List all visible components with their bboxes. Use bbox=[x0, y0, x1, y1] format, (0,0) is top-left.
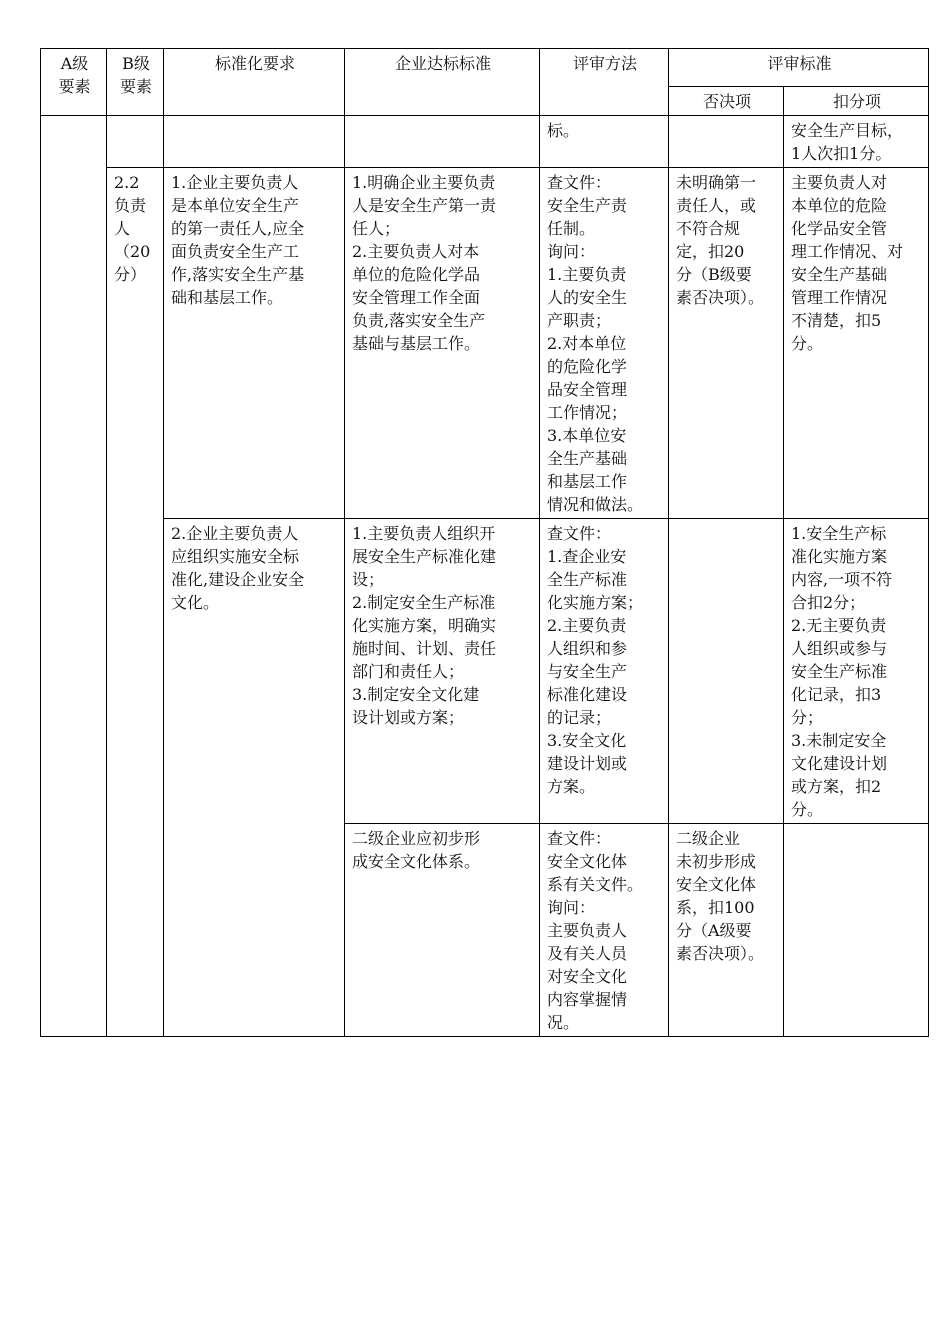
header-deduction: 扣分项 bbox=[784, 87, 929, 116]
table-row bbox=[41, 168, 929, 519]
requirement-cell: 1.企业主要负责人 是本单位安全生产 的第一责任人,应全 面负责安全生产工 作,落实安全生产基 础和基层工作。 bbox=[164, 168, 345, 519]
method-cell: 查文件： 安全生产责 任制。 询问： 1.主要负责 人的安全生 产职责； 2.对本单位 的危险化学 品安全管理 工作情况； 3.本单位安 全生产基础 和基层工作 情况和做法。 bbox=[540, 168, 669, 519]
header-requirement: 标准化要求 bbox=[164, 49, 345, 116]
table-row bbox=[41, 519, 929, 824]
header-criteria: 评审标准 bbox=[669, 49, 929, 87]
requirement-cell: 2.企业主要负责人 应组织实施安全标 准化,建设企业安全 文化。 bbox=[164, 519, 345, 1037]
veto-cell: 二级企业 未初步形成 安全文化体 系，扣100 分（A级要 素否决项）。 bbox=[669, 824, 784, 1037]
deduction-cell bbox=[784, 824, 929, 1037]
b-element-label: 2.2 负责 人 （20 分） bbox=[107, 168, 164, 1037]
requirement-cell-continuation bbox=[164, 116, 345, 168]
b-element-cell-continuation bbox=[107, 116, 164, 168]
veto-cell-continuation bbox=[669, 116, 784, 168]
method-cell: 查文件： 安全文化体 系有关文件。 询问： 主要负责人 及有关人员 对安全文化 内容掌握情 况。 bbox=[540, 824, 669, 1037]
deduction-cell: 主要负责人对 本单位的危险 化学品安全管 理工作情况、对 安全生产基础 管理工作情况 不清楚，扣5 分。 bbox=[784, 168, 929, 519]
method-cell-continuation: 标。 bbox=[540, 116, 669, 168]
evaluation-table bbox=[40, 48, 929, 1037]
veto-cell bbox=[669, 519, 784, 824]
standard-cell: 1.明确企业主要负责 人是安全生产第一责 任人； 2.主要负责人对本 单位的危险化学品 安全管理工作全面 负责,落实安全生产 基础与基层工作。 bbox=[345, 168, 540, 519]
veto-cell: 未明确第一 责任人，或 不符合规 定，扣20 分（B级要 素否决项）。 bbox=[669, 168, 784, 519]
method-cell: 查文件： 1.查企业安 全生产标准 化实施方案； 2.主要负责 人组织和参 与安全生产 标准化建设 的记录； 3.安全文化 建设计划或 方案。 bbox=[540, 519, 669, 824]
header-a-element: A级 要素 bbox=[41, 49, 107, 116]
deduction-cell: 1.安全生产标 准化实施方案 内容,一项不符 合扣2分； 2.无主要负责 人组织或参与 安全生产标准 化记录，扣3 分； 3.未制定安全 文化建设计划 或方案，扣2 分。 bbox=[784, 519, 929, 824]
header-method: 评审方法 bbox=[540, 49, 669, 116]
a-element-cell bbox=[41, 116, 107, 1037]
header-b-element: B级 要素 bbox=[107, 49, 164, 116]
standard-cell: 二级企业应初步形 成安全文化体系。 bbox=[345, 824, 540, 1037]
header-standard: 企业达标标准 bbox=[345, 49, 540, 116]
header-row-1 bbox=[41, 49, 929, 87]
deduction-cell-continuation: 安全生产目标， 1人次扣1分。 bbox=[784, 116, 929, 168]
standard-cell: 1.主要负责人组织开 展安全生产标准化建 设； 2.制定安全生产标准 化实施方案，明确实 施时间、计划、责任 部门和责任人； 3.制定安全文化建 设计划或方案； bbox=[345, 519, 540, 824]
table-row-continuation bbox=[41, 116, 929, 168]
header-veto: 否决项 bbox=[669, 87, 784, 116]
standard-cell-continuation bbox=[345, 116, 540, 168]
